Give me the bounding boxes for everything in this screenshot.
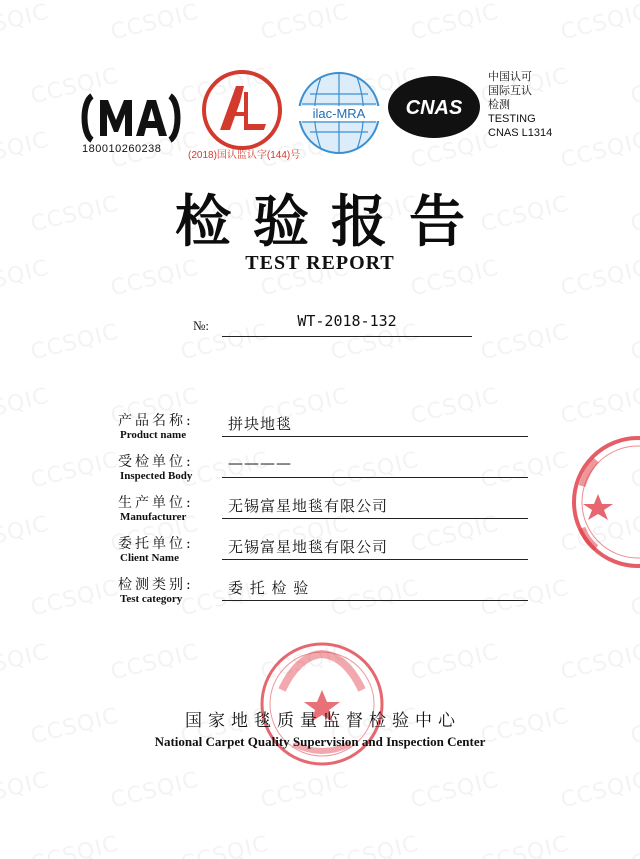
field-label-en: Inspected Body bbox=[120, 470, 193, 482]
cnas-logo bbox=[386, 74, 482, 140]
watermark-text bbox=[108, 0, 201, 45]
watermark-text bbox=[408, 768, 501, 814]
watermark-text bbox=[28, 576, 121, 622]
watermark-text bbox=[178, 832, 271, 859]
field-underline bbox=[222, 600, 528, 601]
field-underline bbox=[222, 518, 528, 519]
watermark-text bbox=[558, 0, 640, 45]
cal-logo bbox=[200, 68, 284, 152]
watermark-text bbox=[558, 768, 640, 814]
field-client-name bbox=[118, 533, 538, 573]
field-value: 拼块地毯 bbox=[228, 415, 293, 433]
watermark-text bbox=[108, 768, 201, 814]
watermark-text bbox=[408, 0, 501, 45]
report-title-en: TEST REPORT bbox=[245, 252, 395, 274]
field-label-zh: 受检单位: bbox=[118, 454, 194, 470]
watermark-text bbox=[478, 832, 571, 859]
watermark-text bbox=[478, 320, 571, 366]
watermark-text bbox=[0, 640, 52, 686]
cnas-line: 中国认可 bbox=[488, 71, 532, 83]
field-value: ———— bbox=[228, 454, 292, 472]
ilac-mra-logo bbox=[296, 70, 382, 156]
field-underline bbox=[222, 477, 528, 478]
watermark-text bbox=[0, 384, 52, 430]
field-label-zh: 生产单位: bbox=[118, 495, 194, 511]
watermark-text bbox=[0, 512, 52, 558]
cnas-accreditation-text bbox=[488, 70, 552, 140]
report-number-label: №: bbox=[193, 318, 210, 333]
report-number-underline bbox=[222, 336, 472, 337]
watermark-text bbox=[108, 640, 201, 686]
watermark-text bbox=[408, 640, 501, 686]
field-underline bbox=[222, 436, 528, 437]
field-underline bbox=[222, 559, 528, 560]
field-value: 无锡富星地毯有限公司 bbox=[228, 538, 389, 556]
cal-number: (2018)国认监认字(144)号 bbox=[188, 150, 301, 161]
field-label-en: Product name bbox=[120, 429, 187, 441]
field-value: 无锡富星地毯有限公司 bbox=[228, 497, 389, 515]
watermark-text bbox=[28, 320, 121, 366]
watermark-text bbox=[628, 832, 640, 859]
field-label-zh: 产品名称: bbox=[118, 413, 194, 429]
watermark-text bbox=[0, 768, 52, 814]
field-label-en: Manufacturer bbox=[120, 511, 187, 523]
cma-number: 180010260238 bbox=[82, 143, 162, 155]
field-inspected-body bbox=[118, 451, 538, 491]
field-label-zh: 委托单位: bbox=[118, 536, 194, 552]
field-label-en: Test category bbox=[120, 593, 183, 605]
issuer-name-en: National Carpet Quality Supervision and Inspection Center bbox=[154, 734, 486, 749]
watermark-text bbox=[558, 640, 640, 686]
cnas-line: CNAS L1314 bbox=[488, 127, 553, 139]
watermark-text bbox=[628, 576, 640, 622]
report-number: WT-2018-132 bbox=[297, 312, 397, 330]
issuer-name-zh: 国家地毯质量监督检验中心 bbox=[185, 711, 461, 731]
watermark-text bbox=[558, 128, 640, 174]
svg-text:ilac-MRA: ilac-MRA bbox=[312, 106, 366, 121]
svg-text:CNAS: CNAS bbox=[405, 97, 463, 119]
watermark-text bbox=[0, 0, 52, 45]
report-title-zh: 检验报告 bbox=[175, 189, 487, 255]
cnas-line: 国际互认 bbox=[488, 85, 532, 97]
watermark-text bbox=[328, 832, 421, 859]
field-label-en: Client Name bbox=[120, 552, 179, 564]
official-seal-right bbox=[568, 432, 640, 572]
watermark-text bbox=[628, 320, 640, 366]
field-value: 委 托 检 验 bbox=[228, 579, 310, 597]
field-test-category bbox=[118, 574, 538, 614]
watermark-text bbox=[628, 64, 640, 110]
cnas-line: TESTING bbox=[488, 113, 536, 125]
watermark-text bbox=[258, 768, 351, 814]
cnas-line: 检测 bbox=[488, 99, 510, 111]
field-label-zh: 检测类别: bbox=[118, 577, 194, 593]
watermark-text bbox=[28, 832, 121, 859]
field-manufacturer bbox=[118, 492, 538, 532]
watermark-text bbox=[558, 384, 640, 430]
watermark-text bbox=[28, 448, 121, 494]
watermark-text bbox=[258, 0, 351, 45]
field-product-name bbox=[118, 410, 538, 450]
watermark-text bbox=[0, 128, 52, 174]
